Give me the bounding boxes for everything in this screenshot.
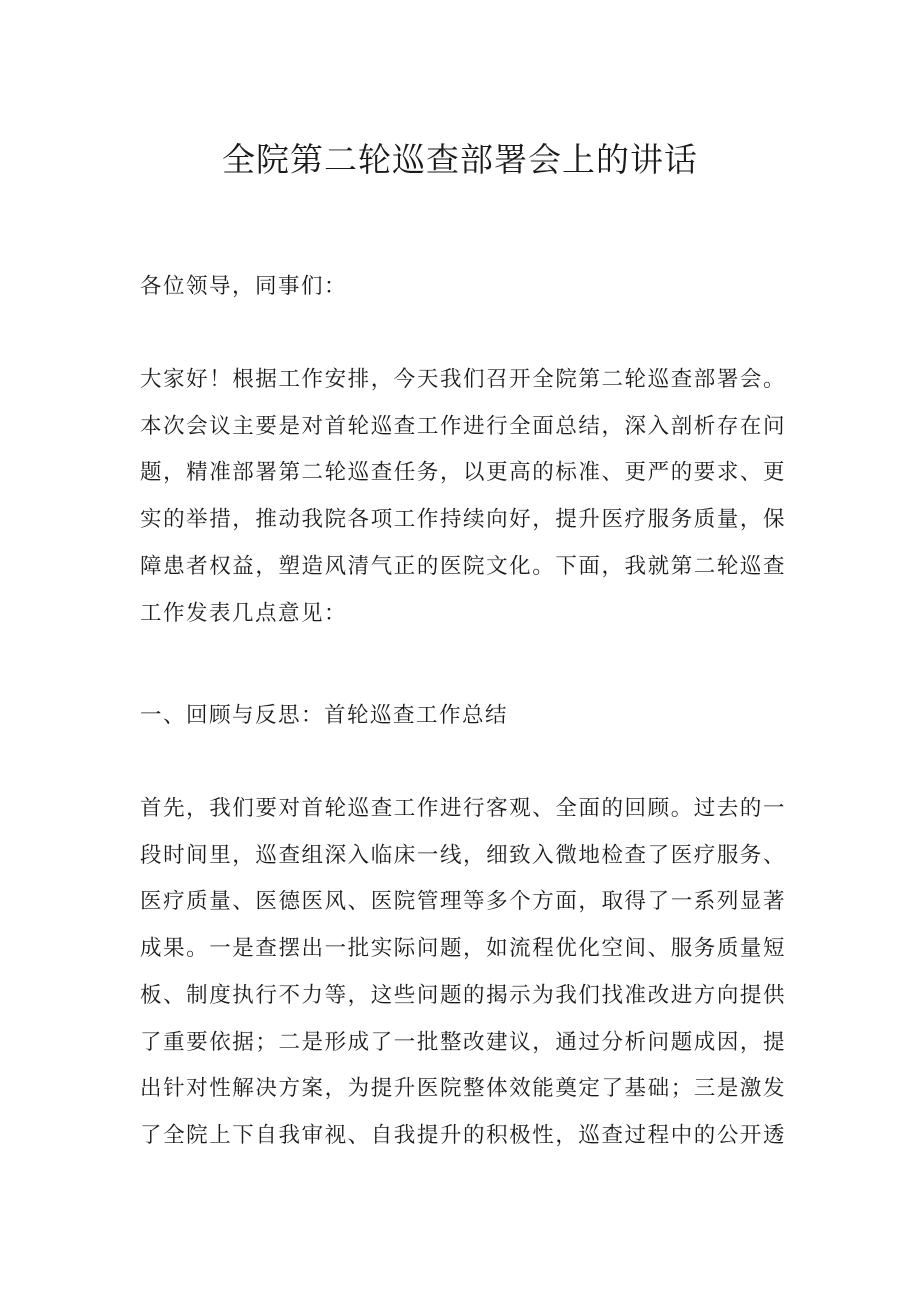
paragraph-line: 板、制度执行不力等，这些问题的揭示为我们找准改进方向提供 bbox=[140, 982, 786, 1008]
paragraph-line: 障患者权益，塑造风清气正的医院文化。下面，我就第二轮巡查 bbox=[140, 553, 786, 579]
paragraph-line: 医疗质量、医德医风、医院管理等多个方面，取得了一系列显著 bbox=[140, 889, 786, 915]
paragraph-intro bbox=[140, 357, 786, 637]
paragraph-line: 成果。一是查摆出一批实际问题，如流程优化空间、服务质量短 bbox=[140, 936, 786, 962]
document-title: 全院第二轮巡查部署会上的讲话 bbox=[222, 140, 698, 179]
paragraph-review bbox=[140, 786, 786, 1160]
paragraph-line: 段时间里，巡查组深入临床一线，细致入微地检查了医疗服务、 bbox=[140, 842, 786, 868]
paragraph-line: 实的举措，推动我院各项工作持续向好，提升医疗服务质量，保 bbox=[140, 507, 786, 533]
salutation: 各位领导，同事们： bbox=[140, 274, 348, 299]
section-heading: 一、回顾与反思：首轮巡查工作总结 bbox=[140, 703, 509, 728]
paragraph-line: 大家好！根据工作安排，今天我们召开全院第二轮巡查部署会。 bbox=[140, 367, 786, 392]
paragraph-line: 了全院上下自我审视、自我提升的积极性，巡查过程中的公开透 bbox=[140, 1122, 786, 1148]
paragraph-line: 首先，我们要对首轮巡查工作进行客观、全面的回顾。过去的一 bbox=[140, 796, 786, 821]
paragraph-line: 出针对性解决方案，为提升医院整体效能奠定了基础；三是激发 bbox=[140, 1076, 786, 1102]
paragraph-line: 本次会议主要是对首轮巡查工作进行全面总结，深入剖析存在问 bbox=[140, 413, 786, 439]
paragraph-line: 了重要依据；二是形成了一批整改建议，通过分析问题成因，提 bbox=[140, 1029, 786, 1055]
paragraph-line: 工作发表几点意见： bbox=[140, 600, 348, 626]
paragraph-line: 题，精准部署第二轮巡查任务，以更高的标准、更严的要求、更 bbox=[140, 460, 786, 486]
